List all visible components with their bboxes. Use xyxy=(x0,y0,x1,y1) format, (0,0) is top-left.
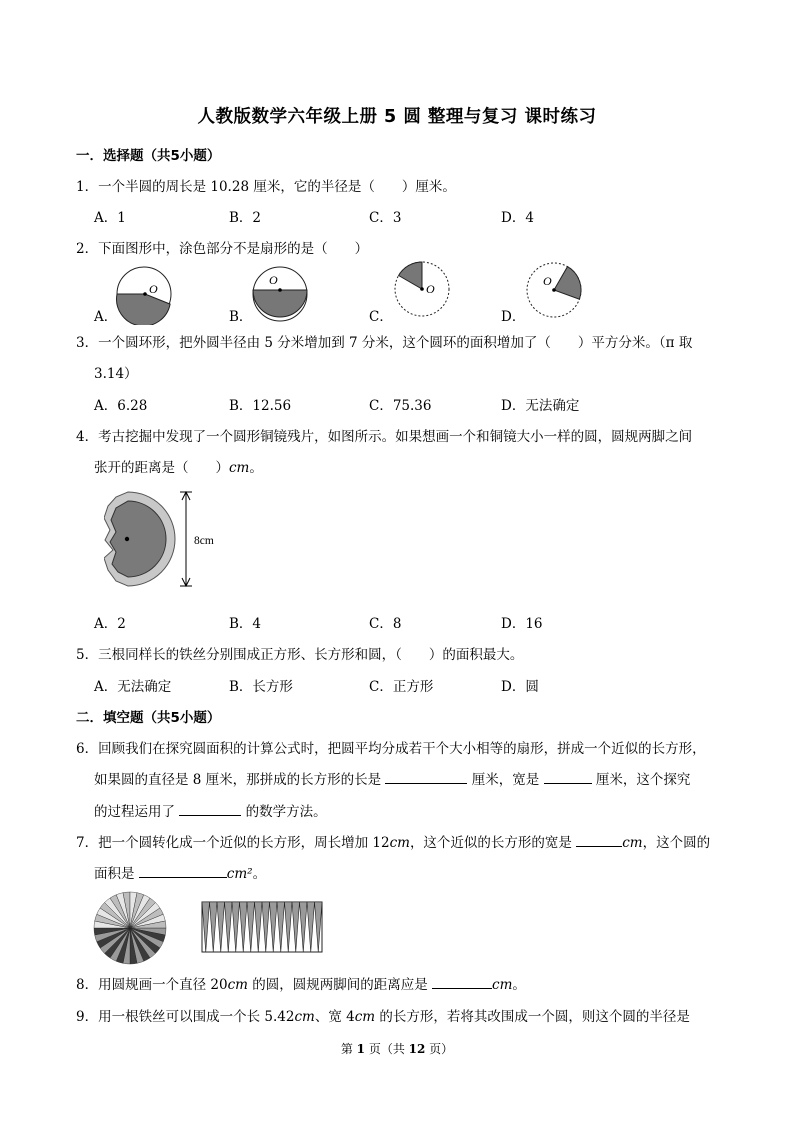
q4-option-b: B．4 xyxy=(229,616,262,632)
q9-text-c: 的长方形，若将其改围成一个圆，则这个圆的半径是 xyxy=(375,1009,690,1025)
q4-mirror-fragment-figure xyxy=(94,488,216,596)
question-7-line2 xyxy=(94,862,266,882)
q8-text-c: 。 xyxy=(512,977,526,993)
q2-d-center-label: O xyxy=(543,274,552,288)
section-choice-heading: 一．选择题（共5小题） xyxy=(76,148,221,164)
question-6-line2 xyxy=(94,768,690,788)
q2-figure-b xyxy=(249,263,311,325)
q7-text-c: ，这个圆的 xyxy=(642,835,711,851)
q3-option-d: D．无法确定 xyxy=(501,398,580,414)
q9-unit-2: cm xyxy=(354,1009,376,1025)
q1-option-c: C．3 xyxy=(369,210,402,226)
q2-option-a: A． xyxy=(94,309,118,325)
question-3-line2: 3.14） xyxy=(94,366,138,382)
q3-option-c: C．75.36 xyxy=(369,398,432,414)
q6-line3-text-a: 的过程运用了 xyxy=(94,804,175,820)
q7-unit-2: cm xyxy=(622,835,643,851)
q2-option-d: D． xyxy=(501,309,526,325)
q6-line2-text-a: 如果圆的直径是 8 厘米，那拼成的长方形的长是 xyxy=(94,772,382,788)
q2-figure-c xyxy=(391,261,453,323)
q6-line3-text-b: 的数学方法。 xyxy=(245,804,327,820)
question-3-line1: 3．一个圆环形，把外圆半径由 5 分米增加到 7 分米，这个圆环的面积增加了（ ）平方分米。（π 取 xyxy=(76,335,693,351)
q7-approx-rectangle xyxy=(202,902,322,952)
q6-blank-width[interactable] xyxy=(544,769,592,784)
q2-a-center-label: O xyxy=(149,282,158,296)
q4-line2-end: 。 xyxy=(249,460,263,476)
q2-b-center-label: O xyxy=(269,273,278,287)
q2-option-b: B． xyxy=(229,309,253,325)
q6-blank-length[interactable] xyxy=(385,769,467,784)
q7-text-b: ，这个近似的长方形的宽是 xyxy=(409,835,572,851)
q4-option-a: A．2 xyxy=(94,616,126,632)
q9-unit: cm xyxy=(294,1009,315,1025)
section-fill-heading: 二．填空题（共5小题） xyxy=(76,710,221,726)
page-footer xyxy=(0,1040,794,1057)
q7-blank-area[interactable] xyxy=(139,863,227,878)
q4-option-c: C．8 xyxy=(369,616,402,632)
q2-a-shaded-region xyxy=(117,294,171,325)
q2-c-center-label: O xyxy=(426,282,435,296)
q4-line2-text: 张开的距离是（ ） xyxy=(94,460,229,476)
q7-line2-text-a: 面积是 xyxy=(94,866,135,882)
question-7-line1 xyxy=(76,831,710,851)
question-6-line1: 6．回顾我们在探究圆面积的计算公式时，把圆平均分成若干个大小相等的扇形，拼成一个近似的长方形， xyxy=(76,741,706,757)
q7-circle-to-rectangle-figure xyxy=(92,890,328,966)
q5-option-d: D．圆 xyxy=(501,679,539,695)
q8-blank[interactable] xyxy=(432,974,492,989)
q9-text-b: 、宽 4 xyxy=(314,1009,355,1025)
q4-unit: cm xyxy=(229,460,250,476)
q6-line2-text-b: 厘米，宽是 xyxy=(471,772,540,788)
question-8 xyxy=(76,973,526,993)
q9-text-a: 9．用一根铁丝可以围成一个长 5.42 xyxy=(76,1009,295,1025)
q1-option-d: D．4 xyxy=(501,210,534,226)
q5-option-b: B．长方形 xyxy=(229,679,293,695)
footer-page-number: 1 xyxy=(356,1042,365,1056)
q1-option-a: A．1 xyxy=(94,210,126,226)
q2-figure-d xyxy=(523,261,585,323)
q5-option-c: C．正方形 xyxy=(369,679,434,695)
q7-unit: cm xyxy=(389,835,410,851)
q8-text-b: 的圆，圆规两脚间的距离应是 xyxy=(247,977,428,993)
page-title: 人教版数学六年级上册 5 圆 整理与复习 课时练习 xyxy=(197,107,597,127)
q8-text-a: 8．用圆规画一个直径 20 xyxy=(76,977,228,993)
q7-line2-end: 。 xyxy=(252,866,267,882)
q6-line2-text-c: 厘米，这个探究 xyxy=(595,772,691,788)
q7-blank-width[interactable] xyxy=(576,832,622,847)
q2-d-shaded-region xyxy=(554,267,581,300)
q5-option-a: A．无法确定 xyxy=(94,679,172,695)
q8-unit-2: cm xyxy=(492,977,513,993)
q2-figure-a xyxy=(114,263,176,325)
question-2: 2．下面图形中，涂色部分不是扇形的是（ ） xyxy=(76,241,369,257)
q1-option-b: B．2 xyxy=(229,210,262,226)
q7-sectored-circle xyxy=(94,892,166,964)
question-5: 5．三根同样长的铁丝分别围成正方形、长方形和圆，（ ）的面积最大。 xyxy=(76,647,524,663)
q4-option-d: D．16 xyxy=(501,616,543,632)
footer-total-pages: 12 xyxy=(408,1042,426,1056)
question-9 xyxy=(76,1005,690,1025)
q8-unit: cm xyxy=(227,977,248,993)
footer-text-a: 第 xyxy=(340,1042,357,1056)
q2-c-shaded-region xyxy=(399,262,422,289)
q3-option-a: A．6.28 xyxy=(94,398,148,414)
question-4-line1: 4．考古挖掘中发现了一个圆形铜镜残片，如图所示。如果想画一个和铜镜大小一样的圆，圆规两脚之间 xyxy=(76,429,693,445)
question-4-line2 xyxy=(94,456,263,476)
q4-figure-label: 8cm xyxy=(194,535,214,547)
question-1: 1．一个半圆的周长是 10.28 厘米，它的半径是（ ）厘米。 xyxy=(76,179,456,195)
footer-text-b: 页（共 xyxy=(365,1042,409,1056)
question-6-line3 xyxy=(94,800,327,820)
q6-blank-method[interactable] xyxy=(179,801,241,816)
q7-area-unit: cm² xyxy=(226,866,253,882)
footer-text-c: 页） xyxy=(425,1042,454,1056)
q2-option-c: C． xyxy=(369,309,393,325)
q3-option-b: B．12.56 xyxy=(229,398,292,414)
q7-text-a: 7．把一个圆转化成一个近似的长方形，周长增加 12 xyxy=(76,835,390,851)
